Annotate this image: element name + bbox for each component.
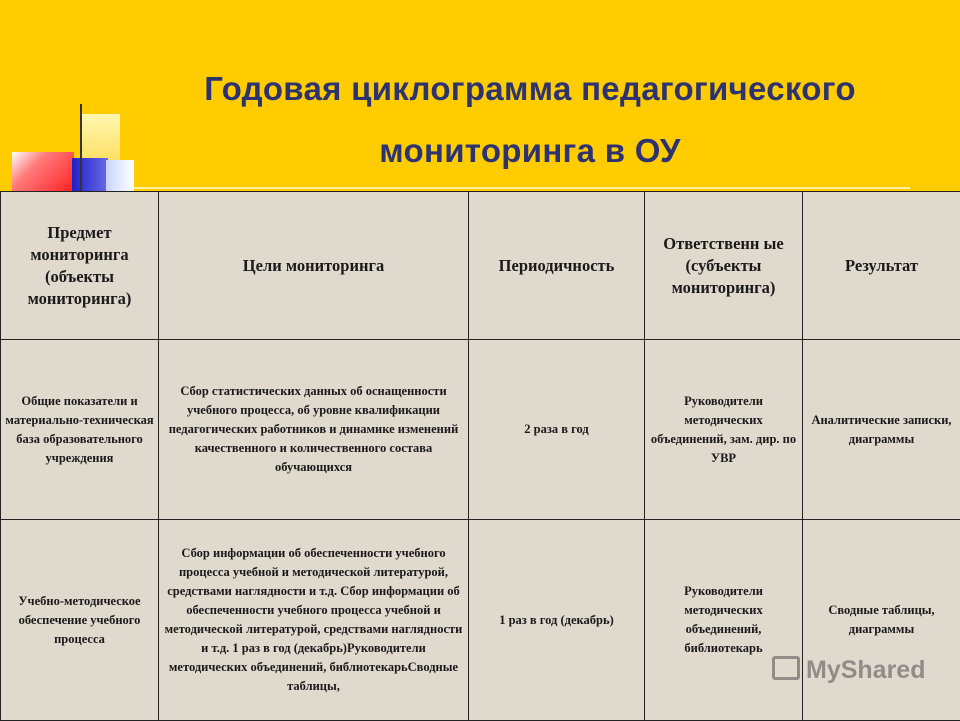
cell-periodicity: 1 раз в год (декабрь) — [469, 520, 645, 721]
decorative-square-yellow — [82, 114, 120, 160]
header-subject: Предмет мониторинга (объекты мониторинга) — [1, 192, 159, 340]
cell-responsible: Руководители методических объединений, библиотекарь — [645, 520, 803, 721]
cell-periodicity: 2 раза в год — [469, 340, 645, 520]
cell-subject: Учебно-методическое обеспечение учебного процесса — [1, 520, 159, 721]
header-goals: Цели мониторинга — [159, 192, 469, 340]
header-responsible: Ответственн ые (субъекты мониторинга) — [645, 192, 803, 340]
header-periodicity: Периодичность — [469, 192, 645, 340]
slide-title — [140, 58, 920, 182]
cell-responsible: Руководители методических объединений, зам. дир. по УВР — [645, 340, 803, 520]
decorative-line-vertical — [80, 104, 82, 194]
table-row — [1, 340, 960, 520]
cell-subject: Общие показатели и материально-техническая база образовательного учреждения — [1, 340, 159, 520]
decorative-line-horizontal — [45, 187, 910, 189]
decorative-square-blue — [72, 158, 108, 192]
presentation-icon — [772, 656, 800, 680]
slide-title-line1: Годовая циклограмма педагогического — [140, 58, 920, 120]
cell-goals: Сбор информации об обеспеченности учебного процесса учебной и методической литературой, средствами наглядности и т.д. Сбор информации об обеспеченности учебного процесса учебной и методической литературой, средствами наглядности и т.д. 1 раз в год (декабрь)Руководители методических объединений, библиотекарьСводные таблицы, — [159, 520, 469, 721]
cell-result: Аналитические записки, диаграммы — [803, 340, 960, 520]
watermark — [772, 656, 925, 685]
cell-result: Сводные таблицы, диаграммы — [803, 520, 960, 721]
cell-goals: Сбор статистических данных об оснащенности учебного процесса, об уровне квалификации педагогических работников и динамике изменений качественного и количественного состава обучающихся — [159, 340, 469, 520]
table-header-row — [1, 192, 960, 340]
watermark-text: MyShared — [806, 656, 925, 684]
header-result: Результат — [803, 192, 960, 340]
slide-title-line2: мониторинга в ОУ — [140, 120, 920, 182]
monitoring-table — [0, 191, 960, 721]
decorative-square-lightblue — [106, 160, 134, 192]
decorative-square-red — [12, 152, 74, 192]
table-row — [1, 520, 960, 721]
